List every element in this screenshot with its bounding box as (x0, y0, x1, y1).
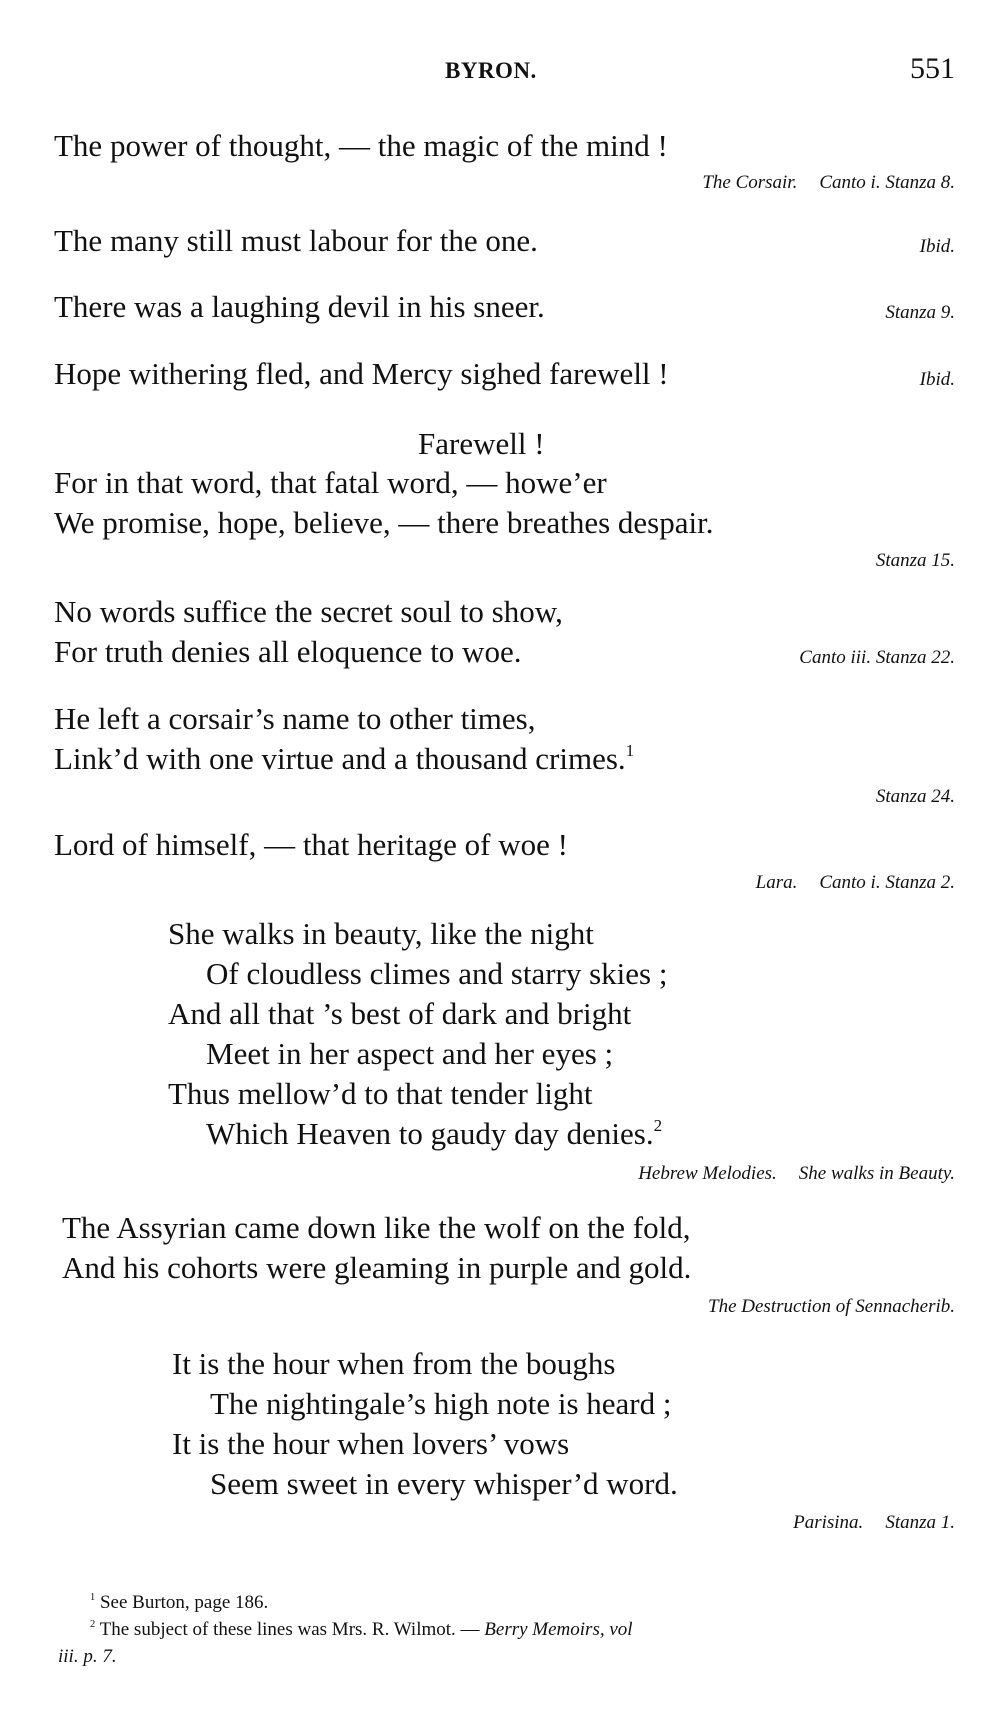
citation-work: Parisina. (793, 1512, 864, 1533)
running-header: BYRON. (445, 58, 537, 83)
footnote (90, 1590, 268, 1616)
citation: Stanza 9. (885, 302, 955, 323)
citation-location: Canto i. Stanza 8. (819, 172, 955, 193)
quote-line: Lord of himself, — that heritage of woe ! (54, 827, 568, 862)
citation-location: Stanza 1. (885, 1512, 955, 1533)
citation-work: Lara. (755, 872, 798, 893)
poem-line: Meet in her aspect and her eyes ; (206, 1036, 614, 1071)
footnote-number: 1 (90, 1592, 96, 1604)
footnote-marker: 1 (625, 741, 635, 761)
citation: Stanza 24. (875, 786, 955, 807)
poem-line: It is the hour when from the boughs (172, 1346, 616, 1381)
footnote-source: Berry Memoirs, vol (484, 1619, 633, 1640)
poem-line: She walks in beauty, like the night (168, 916, 594, 951)
citation-work: Hebrew Melodies. (638, 1163, 777, 1184)
quote-line: The many still must labour for the one. (54, 223, 538, 258)
quote-line: Hope withering fled, and Mercy sighed farewell ! (54, 356, 669, 391)
poem-line: Of cloudless climes and starry skies ; (206, 956, 668, 991)
poem-line-text: Which Heaven to gaudy day denies. (206, 1116, 654, 1151)
citation: Ibid. (919, 369, 955, 390)
citation-work: The Corsair. (702, 172, 798, 193)
citation (638, 1163, 955, 1185)
quote-line: For in that word, that fatal word, — howe’er (54, 465, 607, 500)
footnote-marker: 2 (653, 1116, 663, 1136)
citation: Canto iii. Stanza 22. (799, 647, 955, 668)
quote-line: The power of thought, — the magic of the mind ! (54, 128, 668, 163)
footnote-text: See Burton, page 186. (99, 1592, 269, 1613)
page-number: 551 (910, 52, 955, 85)
citation (702, 172, 955, 194)
quote-heading: Farewell ! (418, 426, 545, 461)
quote-line: He left a corsair’s name to other times, (54, 701, 536, 736)
poem-line: The nightingale’s high note is heard ; (210, 1386, 672, 1421)
citation: Ibid. (919, 236, 955, 257)
citation-location: Canto i. Stanza 2. (819, 872, 955, 893)
quote-line: For truth denies all eloquence to woe. (54, 634, 522, 669)
citation: The Destruction of Sennacherib. (708, 1296, 955, 1317)
poem-line: It is the hour when lovers’ vows (172, 1426, 570, 1461)
citation (793, 1512, 955, 1534)
quote-line: And his cohorts were gleaming in purple and gold. (62, 1250, 692, 1285)
poem-line: Seem sweet in every whisper’d word. (210, 1466, 678, 1501)
quote-line: There was a laughing devil in his sneer. (54, 289, 545, 324)
footnote (90, 1617, 633, 1643)
citation (756, 872, 955, 894)
quote-line: We promise, hope, believe, — there breathes despair. (54, 505, 714, 540)
quote-line: The Assyrian came down like the wolf on the fold, (62, 1210, 691, 1245)
citation-location: She walks in Beauty. (798, 1163, 955, 1184)
footnote-number: 2 (90, 1619, 96, 1631)
quote-line (54, 739, 634, 779)
poem-line: Thus mellow’d to that tender light (168, 1076, 593, 1111)
footnote-text: The subject of these lines was Mrs. R. Wilmot. — (99, 1619, 485, 1640)
poem-line (206, 1114, 662, 1154)
citation: Stanza 15. (875, 550, 955, 571)
poem-line: And all that ’s best of dark and bright (168, 996, 632, 1031)
quote-line: No words suffice the secret soul to show, (54, 594, 563, 629)
footnote-continuation: iii. p. 7. (58, 1646, 117, 1667)
quote-line-text: Link’d with one virtue and a thousand crimes. (54, 741, 626, 776)
